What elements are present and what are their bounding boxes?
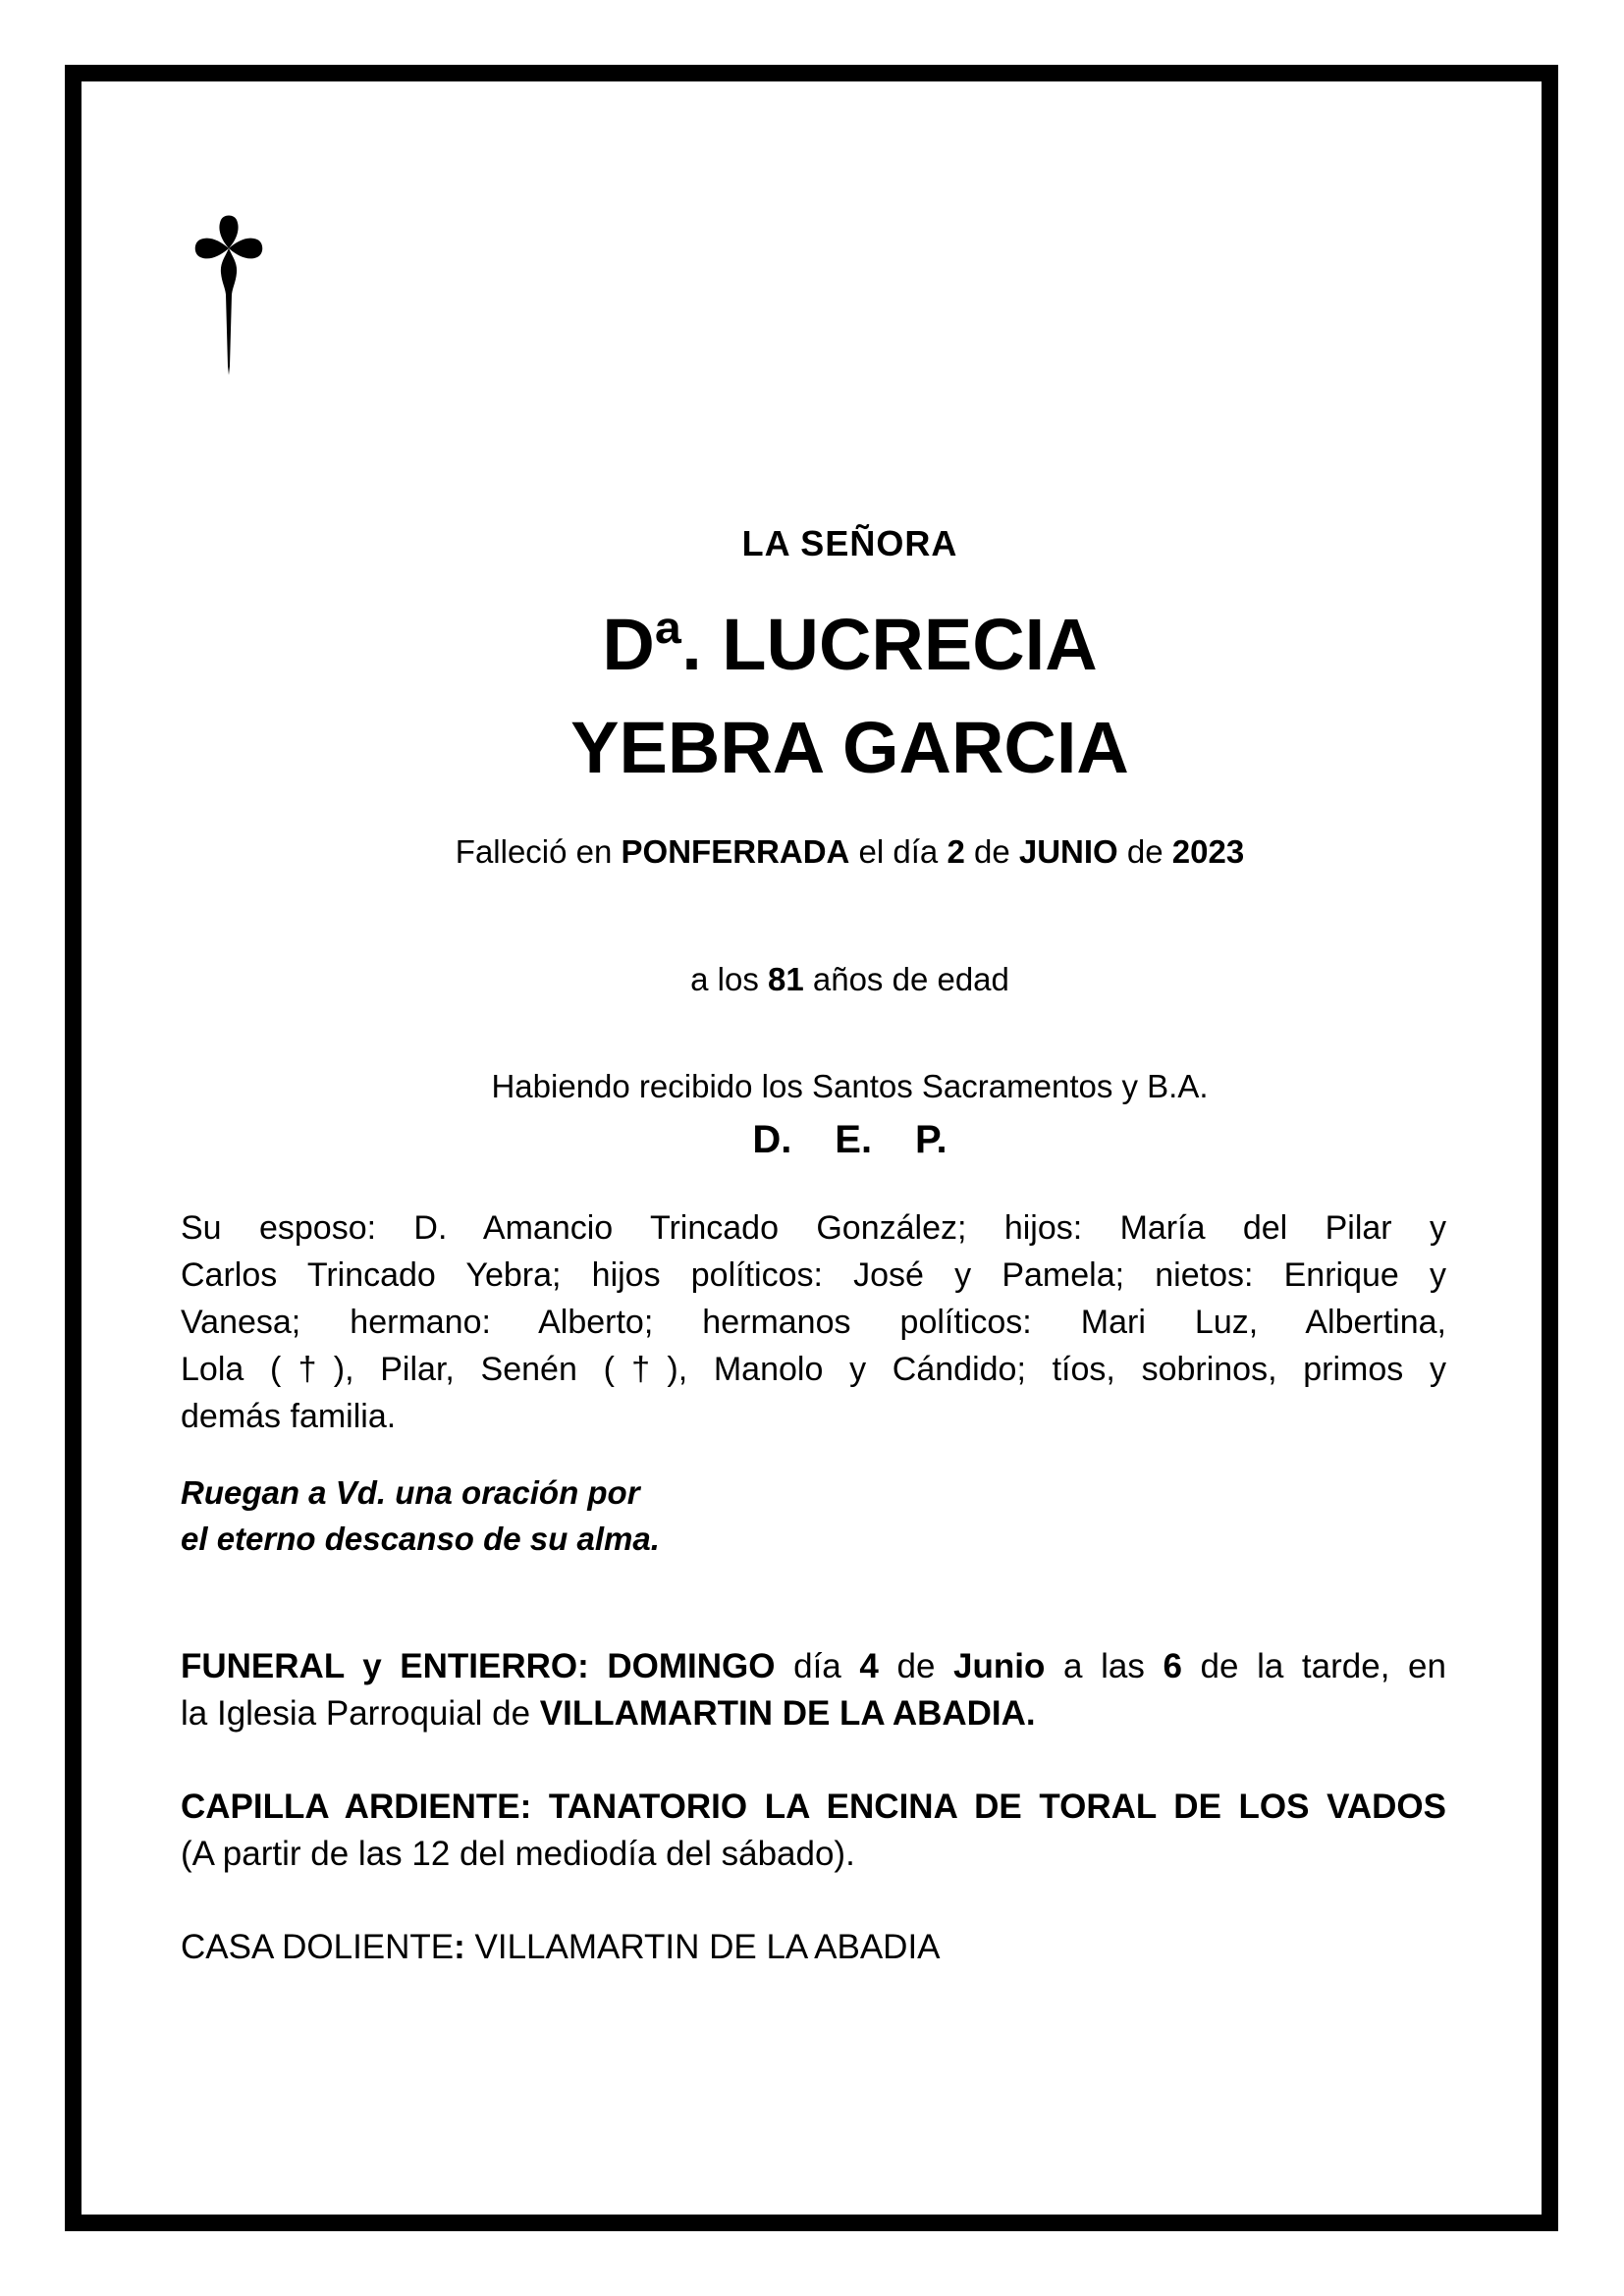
text-segment: Junio [953, 1647, 1046, 1685]
sacraments-line: Habiendo recibido los Santos Sacramentos y B.A. [491, 1068, 1209, 1104]
text-segment: el día [849, 833, 947, 870]
text-line [181, 1784, 1446, 1831]
text-segment: VILLAMARTIN DE LA ABADIA. [539, 1694, 1036, 1733]
casa-doliente-info [181, 1924, 1446, 1971]
notice-content [81, 81, 1542, 2215]
text-segment: CASA DOLIENTE [181, 1928, 455, 1966]
funeral-info [181, 1643, 1446, 1737]
border-frame [65, 65, 1558, 2231]
text-line: Vanesa; hermano: Alberto; hermanos políticos: Mari Luz, Albertina, [181, 1304, 1446, 1341]
text-line: el eterno descanso de su alma. [181, 1521, 660, 1557]
text-segment: 2 [947, 833, 965, 870]
text-segment: Falleció en [455, 833, 622, 870]
deceased-name-line2: YEBRA GARCIA [570, 707, 1129, 788]
text-segment: CAPILLA ARDIENTE [181, 1788, 520, 1826]
dep-abbreviation: D. E. P. [752, 1118, 947, 1161]
age-line [217, 960, 1483, 999]
text-segment: a los [690, 961, 768, 997]
text-segment: TANATORIO LA ENCINA DE TORAL DE LOS VADOS [548, 1788, 1446, 1826]
text-segment: 6 [1163, 1647, 1182, 1685]
honorific-prefix: LA SEÑORA [741, 523, 958, 563]
text-segment: 4 [859, 1647, 879, 1685]
text-segment: años de edad [803, 961, 1009, 997]
text-segment: FUNERAL y ENTIERRO: DOMINGO [181, 1647, 776, 1685]
prayer-text [181, 1469, 1446, 1562]
text-segment: JUNIO [1018, 833, 1118, 870]
text-line [181, 1690, 1446, 1737]
text-line: Ruegan a Vd. una oración por [181, 1474, 640, 1511]
text-segment: : [454, 1928, 465, 1966]
text-segment: de la tarde, en [1181, 1647, 1446, 1685]
text-line: demás familia. [181, 1398, 397, 1435]
text-segment: de [878, 1647, 954, 1685]
text-line: Su esposo: D. Amancio Trincado González; hijos: María del Pilar y [181, 1209, 1446, 1247]
text-segment: 81 [767, 961, 804, 997]
text-segment: de [1117, 833, 1172, 870]
text-segment: : [519, 1788, 549, 1826]
text-line [181, 1831, 1446, 1878]
text-line: Lola (†), Pilar, Senén (†), Manolo y Cándido; tíos, sobrinos, primos y [181, 1351, 1446, 1388]
cross-icon [189, 203, 268, 380]
capilla-ardiente-info [181, 1784, 1446, 1878]
text-segment: de [964, 833, 1019, 870]
text-segment: a las [1045, 1647, 1164, 1685]
family-paragraph [181, 1204, 1446, 1440]
text-line [181, 1924, 1446, 1971]
text-line [181, 1643, 1446, 1690]
text-segment: la Iglesia Parroquial de [181, 1694, 540, 1733]
deceased-name-line1: Dª. LUCRECIA [602, 604, 1098, 685]
death-line [217, 832, 1483, 872]
text-segment: día [775, 1647, 860, 1685]
text-segment: (A partir de las 12 del mediodía del sábado). [181, 1835, 855, 1873]
text-segment: VILLAMARTIN DE LA ABADIA [464, 1928, 941, 1966]
text-segment: PONFERRADA [621, 833, 850, 870]
text-segment: 2023 [1171, 833, 1245, 870]
deceased-name [217, 593, 1483, 799]
text-line: Carlos Trincado Yebra; hijos políticos: José y Pamela; nietos: Enrique y [181, 1256, 1446, 1294]
